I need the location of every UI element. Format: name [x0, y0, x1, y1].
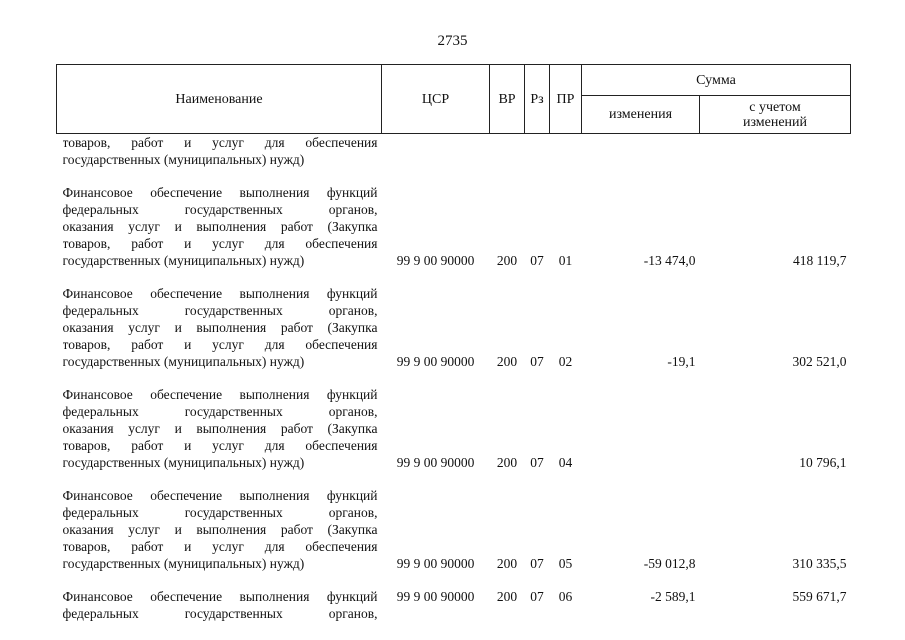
- name-line: федеральных государственных органов,: [62, 404, 378, 419]
- name-cell: [57, 184, 382, 269]
- change-cell: -2 589,1: [650, 589, 696, 604]
- pr-cell: 04: [558, 455, 573, 470]
- rz-cell: 07: [530, 589, 544, 604]
- name-line: товаров, работ и услуг для обеспечения: [62, 135, 378, 150]
- table-body: [57, 134, 851, 623]
- header-with-changes: [700, 96, 851, 134]
- pr-cell: 05: [558, 556, 573, 571]
- table-row: [57, 588, 851, 622]
- total-cell: 418 119,7: [793, 253, 847, 268]
- vr-cell: 200: [496, 455, 518, 470]
- page-number: 2735: [437, 33, 468, 49]
- csr-cell: 99 9 00 90000: [396, 556, 475, 571]
- change-cell: -13 474,0: [643, 253, 696, 268]
- name-line: товаров, работ и услуг для обеспечения: [62, 337, 378, 352]
- name-line: государственных (муниципальных) нужд): [62, 152, 305, 167]
- vr-cell: 200: [496, 556, 518, 571]
- rz-cell: 07: [530, 253, 544, 268]
- csr-cell: 99 9 00 90000: [396, 589, 475, 604]
- pr-cell: 01: [558, 253, 573, 268]
- name-line: оказания услуг и выполнения работ (Закупка: [62, 219, 378, 234]
- total-cell: 10 796,1: [799, 455, 847, 470]
- name-cell: [57, 386, 382, 471]
- name-line: оказания услуг и выполнения работ (Закупка: [62, 421, 378, 436]
- name-line: Финансовое обеспечение выполнения функций: [62, 286, 378, 301]
- table-row: [57, 285, 851, 370]
- name-line: оказания услуг и выполнения работ (Закупка: [62, 320, 378, 335]
- table-row: [57, 487, 851, 572]
- rz-cell: 07: [530, 354, 544, 369]
- continuation-name-cell: [57, 134, 382, 169]
- name-line: Финансовое обеспечение выполнения функций: [62, 589, 378, 604]
- csr-cell: 99 9 00 90000: [396, 253, 475, 268]
- total-cell: 302 521,0: [792, 354, 847, 369]
- row-spacer: [57, 572, 851, 588]
- header-sum: Сумма: [582, 65, 851, 96]
- continuation-row: [57, 134, 851, 169]
- vr-cell: 200: [496, 354, 518, 369]
- name-line: товаров, работ и услуг для обеспечения: [62, 236, 378, 251]
- header-vr: ВР: [490, 65, 525, 134]
- header-pr: ПР: [550, 65, 582, 134]
- name-line: федеральных государственных органов,: [62, 202, 378, 217]
- name-line: государственных (муниципальных) нужд): [62, 253, 305, 268]
- name-line: товаров, работ и услуг для обеспечения: [62, 539, 378, 554]
- name-cell: [57, 487, 382, 572]
- name-cell: [57, 588, 382, 622]
- header-csr: ЦСР: [382, 65, 490, 134]
- header-rz: Рз: [525, 65, 550, 134]
- row-spacer: [57, 269, 851, 285]
- pr-cell: 02: [558, 354, 573, 369]
- rz-cell: 07: [530, 455, 544, 470]
- name-line: оказания услуг и выполнения работ (Закупка: [62, 522, 378, 537]
- table-row: [57, 386, 851, 471]
- csr-cell: 99 9 00 90000: [396, 455, 475, 470]
- name-line: федеральных государственных органов,: [62, 505, 378, 520]
- name-line: Финансовое обеспечение выполнения функций: [62, 387, 378, 402]
- name-line: государственных (муниципальных) нужд): [62, 556, 305, 571]
- header-with-changes-line2: изменений: [742, 114, 808, 130]
- total-cell: 310 335,5: [792, 556, 847, 571]
- change-cell: -59 012,8: [643, 556, 696, 571]
- vr-cell: 200: [496, 253, 518, 268]
- total-cell: 559 671,7: [792, 589, 847, 604]
- name-line: государственных (муниципальных) нужд): [62, 455, 305, 470]
- name-line: федеральных государственных органов,: [62, 303, 378, 318]
- row-spacer: [57, 471, 851, 487]
- name-line: федеральных государственных органов,: [62, 606, 378, 621]
- csr-cell: 99 9 00 90000: [396, 354, 475, 369]
- rz-cell: 07: [530, 556, 544, 571]
- row-spacer: [57, 168, 851, 184]
- header-changes: изменения: [582, 96, 700, 134]
- budget-table: [56, 64, 851, 622]
- table-row: [57, 184, 851, 269]
- row-spacer: [57, 370, 851, 386]
- header-with-changes-line1: с учетом: [749, 99, 801, 115]
- name-line: государственных (муниципальных) нужд): [62, 354, 305, 369]
- change-cell: -19,1: [667, 354, 696, 369]
- change-cell: [582, 386, 700, 471]
- vr-cell: 200: [496, 589, 518, 604]
- name-line: товаров, работ и услуг для обеспечения: [62, 438, 378, 453]
- header-name: Наименование: [57, 65, 382, 134]
- pr-cell: 06: [558, 589, 573, 604]
- name-line: Финансовое обеспечение выполнения функций: [62, 488, 378, 503]
- name-cell: [57, 285, 382, 370]
- name-line: Финансовое обеспечение выполнения функций: [62, 185, 378, 200]
